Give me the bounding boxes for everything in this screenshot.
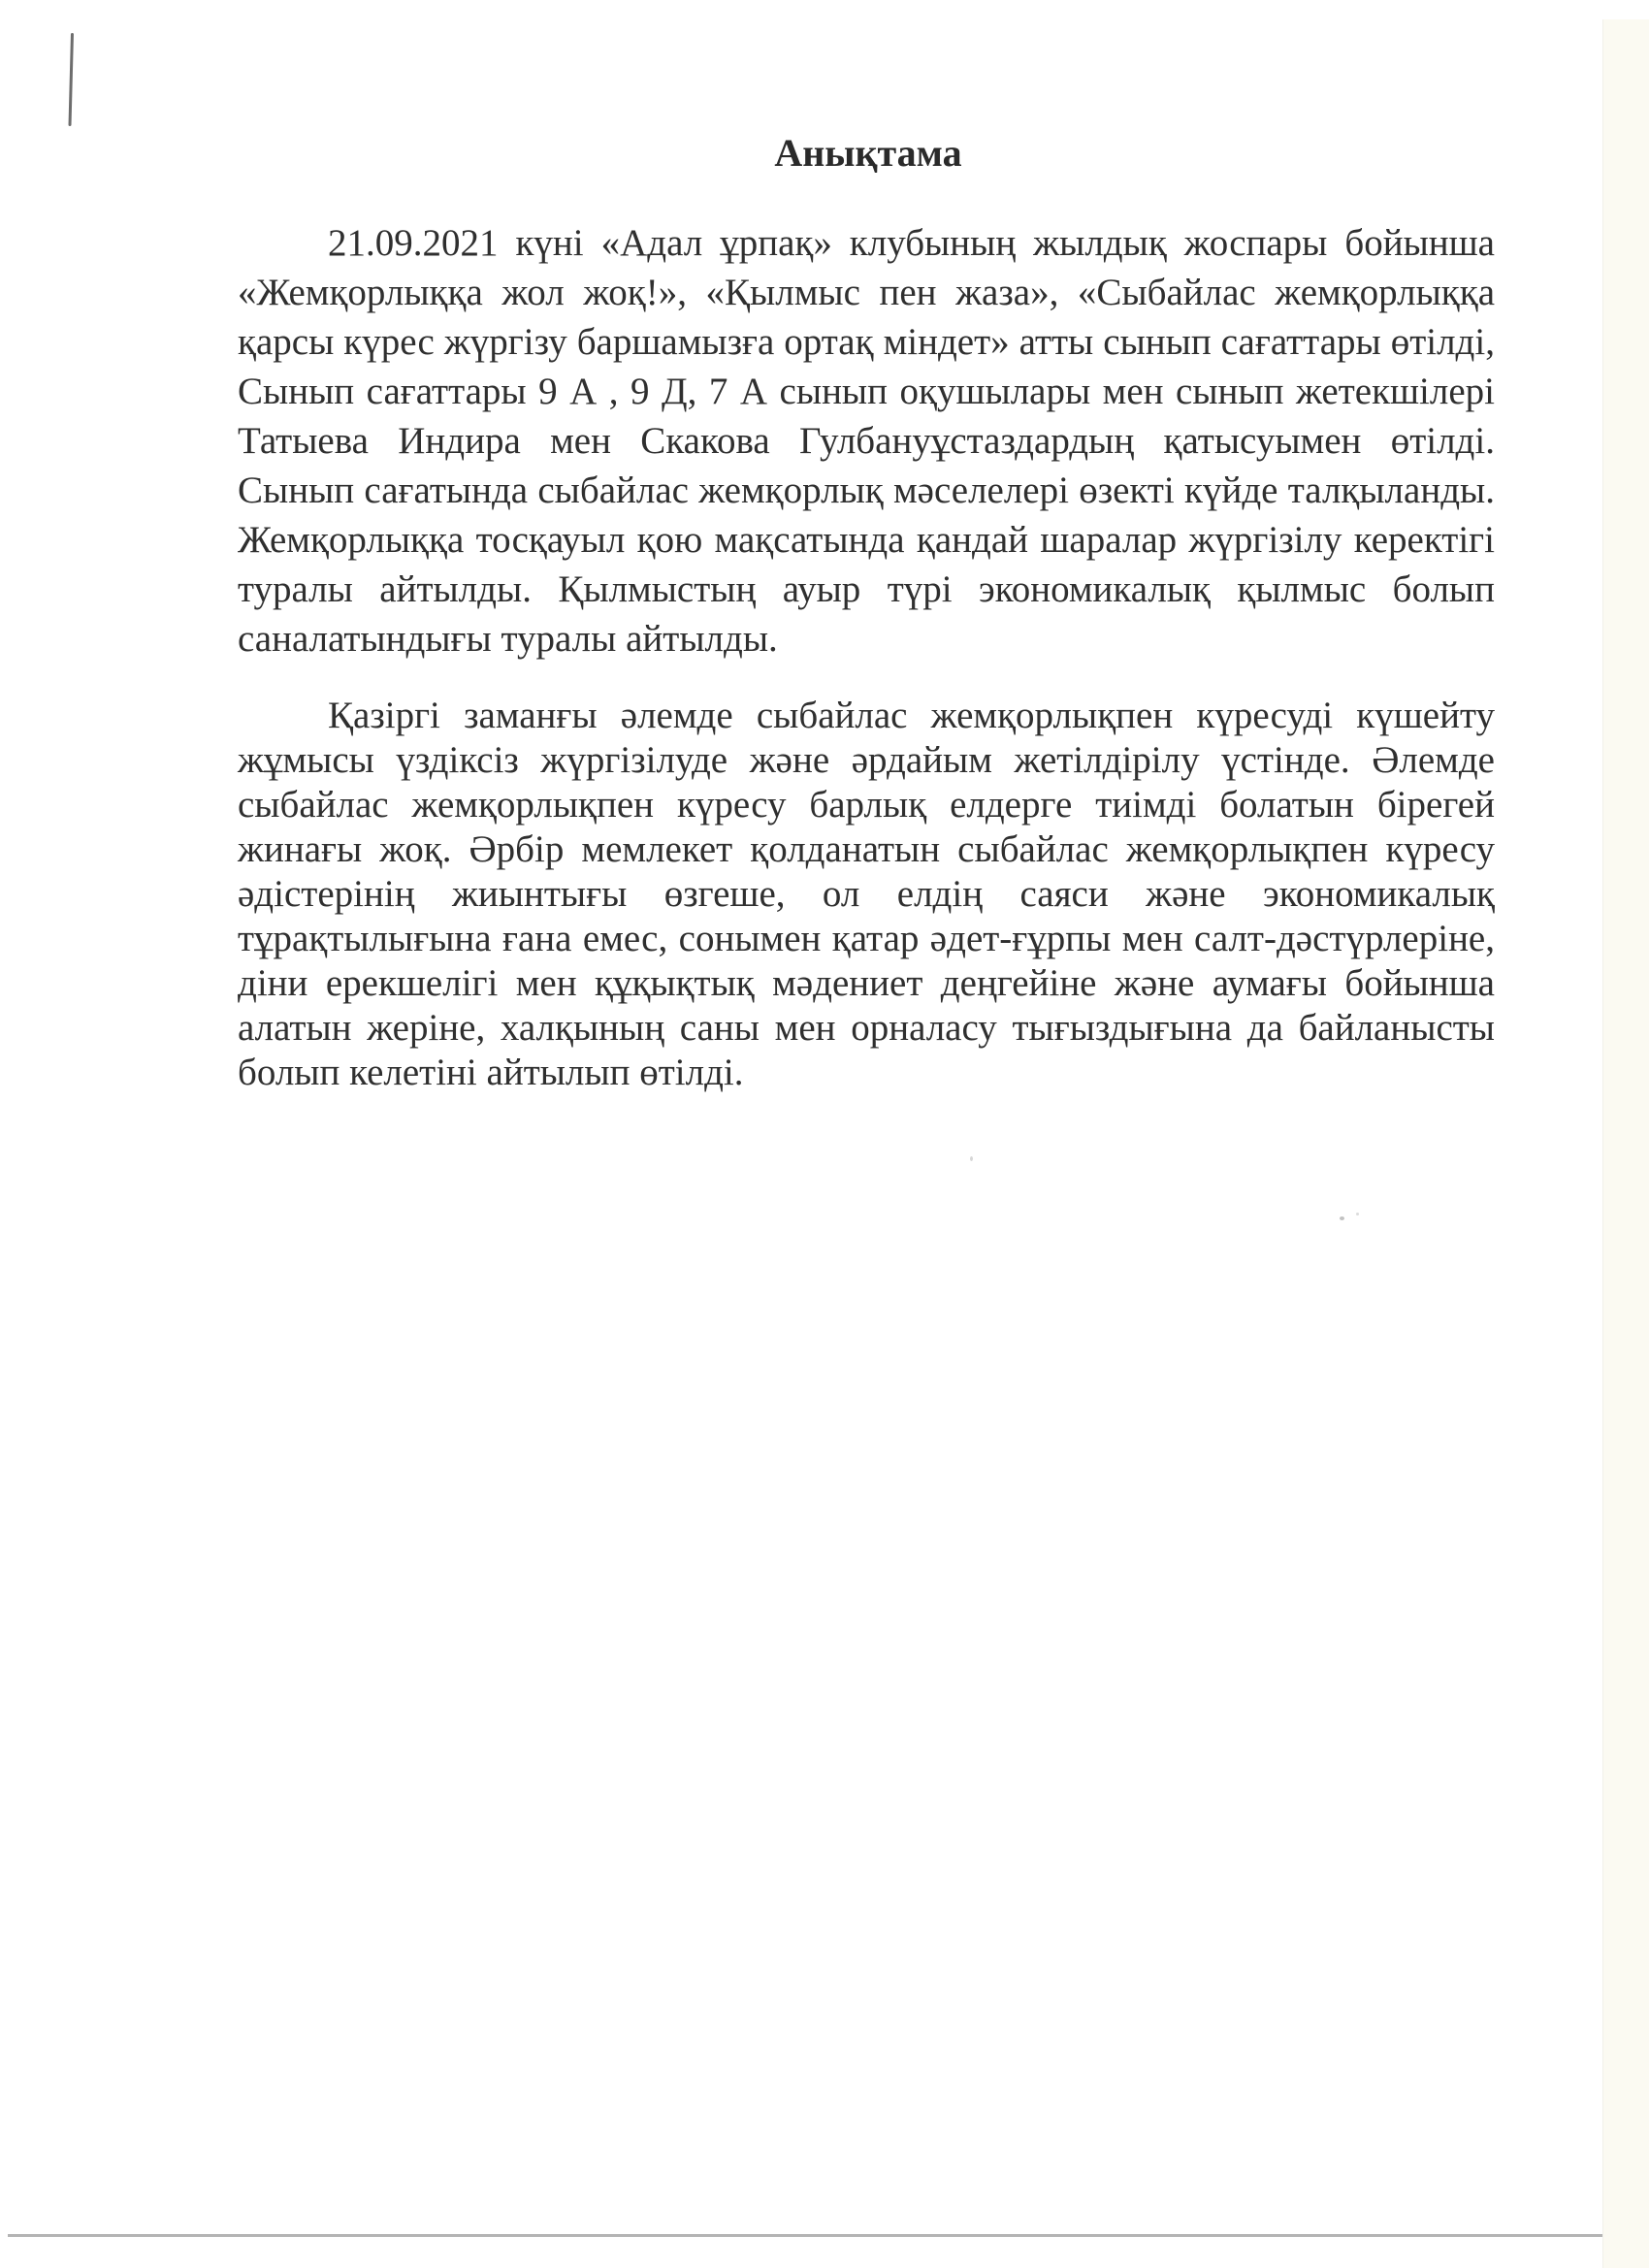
paragraph-1: 21.09.2021 күні «Адал ұрпақ» клубының жылдық жоспары бойынша «Жемқорлыққа жол жоқ!», «Қылмыс пен жаза», «Сыбайлас жемқорлыққа қарсы күрес жүргізу баршамызға ортақ міндет» атты сынып сағаттары өтілді, Сынып сағаттары 9 А , 9 Д, 7 А сынып оқушылары мен сынып жетекшілері Татыева Индира мен Скакова Гулбануұстаздардың қатысуымен өтілді. Сынып сағатында сыбайлас жемқорлық мәселелері өзекті күйде талқыланды. Жемқорлыққа тосқауыл қою мақсатында қандай шаралар жүргізілу керектігі туралы айтылды. Қылмыстың ауыр түрі экономикалық қылмыс болып саналатындығы туралы айтылды. bbox=[238, 222, 1495, 660]
scanned-page-edge bbox=[1602, 19, 1649, 2268]
scan-speck bbox=[1340, 1216, 1344, 1220]
scan-bottom-edge-line bbox=[8, 2234, 1602, 2237]
scan-speck bbox=[1356, 1213, 1359, 1215]
paragraph-2: Қазіргі заманғы әлемде сыбайлас жемқорлықпен күресуді күшейту жұмысы үздіксіз жүргізілуде және әрдайым жетілдірілу үстінде. Әлемде сыбайлас жемқорлықпен күресу барлық елдерге тиімді болатын бірегей жинағы жоқ. Әрбір мемлекет қолданатын сыбайлас жемқорлықпен күресу әдістерінің жиынтығы өзгеше, ол елдің саяси және экономикалық тұрақтылығына ғана емес, сонымен қатар әдет-ғұрпы мен салт-дәстүрлеріне, діни ерекшелігі мен құқықтық мәдениет деңгейіне және аумағы бойынша алатын жеріне, халқының саны мен орналасу тығыздығына да байланысты болып келетіні айтылып өтілді. bbox=[238, 695, 1495, 1093]
scan-speck bbox=[970, 1156, 973, 1161]
document-title: Анықтама bbox=[774, 131, 962, 175]
pencil-mark bbox=[68, 33, 74, 126]
